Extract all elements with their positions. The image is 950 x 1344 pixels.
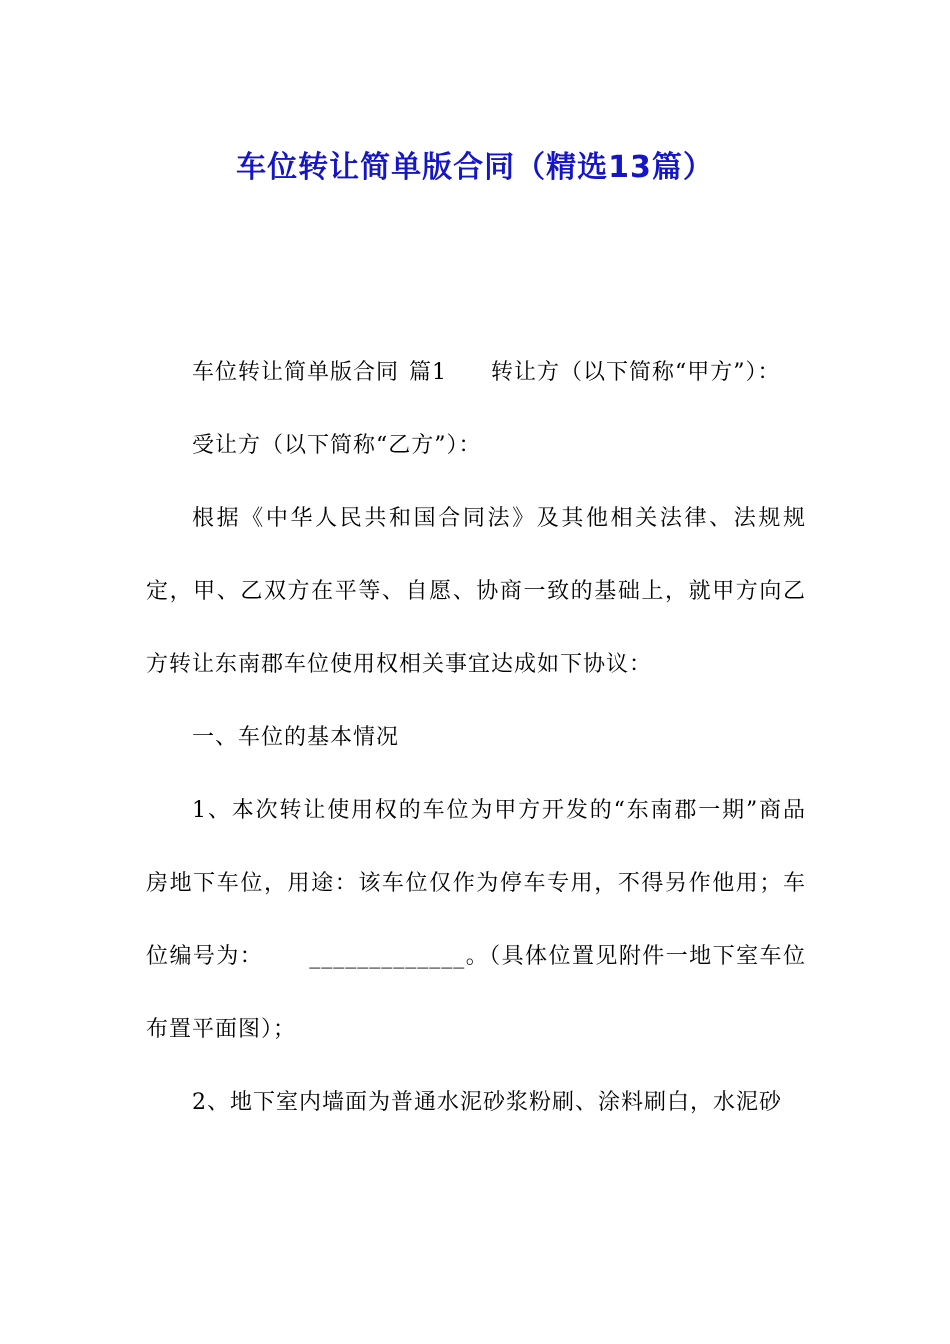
paragraph-6: 2、地下室内墙面为普通水泥砂浆粉刷、涂料刷白，水泥砂 <box>192 1090 782 1115</box>
parking-number-blank: _____________ <box>309 944 466 969</box>
paragraph-3: 根据《中华人民共和国合同法》及其他相关法律、法规规定，甲、乙双方在平等、自愿、协商一致的基础上，就甲方向乙方转让东南郡车位使用权相关事宜达成如下协议： <box>146 506 806 677</box>
contract-heading: 车位转让简单版合同 <box>192 360 400 385</box>
paragraph-5 <box>146 774 806 1066</box>
page-title: 车位转让简单版合同（精选13篇） <box>236 150 714 186</box>
transferor-label: 转让方（以下简称“甲方”）： <box>491 360 781 385</box>
document-body <box>146 336 806 1139</box>
paragraph-2: 受让方（以下简称“乙方”）： <box>192 433 482 458</box>
paragraph-1 <box>146 336 806 409</box>
section-label: 篇1 <box>409 360 448 385</box>
section-heading-1: 一、车位的基本情况 <box>192 725 400 750</box>
paragraph-5-text-after: 。（具体位置见附件一地下室车位布置平面图）； <box>146 944 806 1042</box>
paragraph-5-text-before: 1、本次转让使用权的车位为甲方开发的“东南郡一期”商品房地下车位，用途：该车位仅作为停车专用，不得另作他用；车位编号为： <box>146 798 806 969</box>
